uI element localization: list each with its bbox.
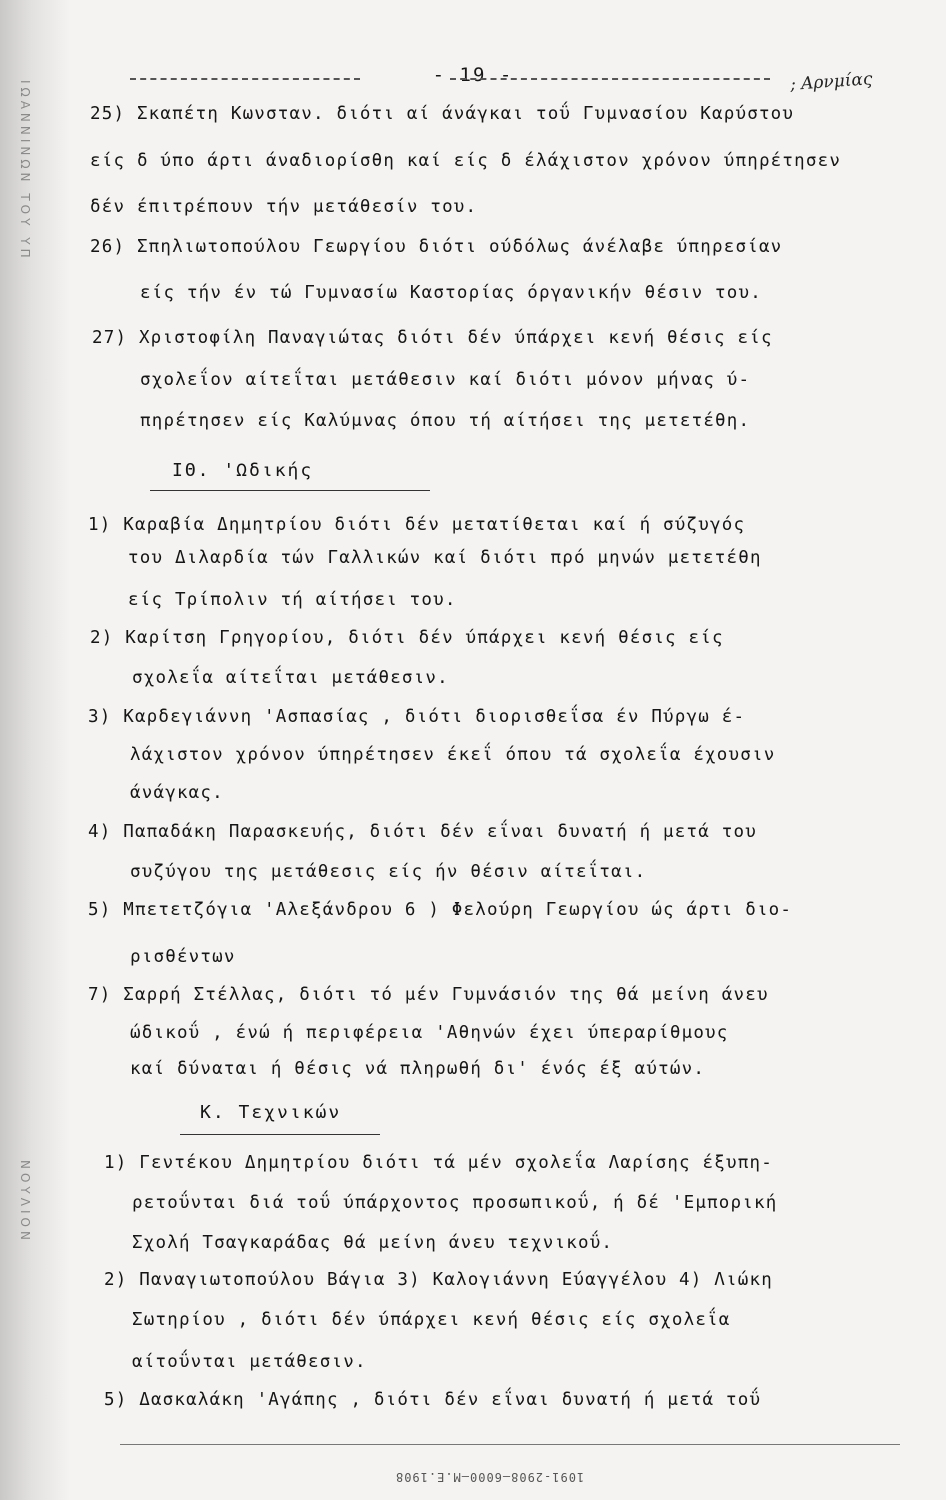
text-line: 7) Σαρρή Στέλλας, διότι τό μέν Γυμνάσιόν της θά μείνη άνευ — [88, 985, 769, 1005]
text-line: καί δύναται ή θέσις νά πληρωθή δι' ένός έξ αύτών. — [130, 1059, 706, 1079]
text-line: είς δ ύπο άρτι άναδιορίσθη καί είς δ έλάχιστον χρόνον ύπηρέτησεν — [90, 151, 842, 171]
header-dash-right — [450, 78, 770, 80]
text-line: Σωτηρίου , διότι δέν ύπάρχει κενή θέσις είς σχολεΐα — [132, 1310, 731, 1330]
spine-stamp-top: ΙΩΑΝΝΙΝΩΝ ΤΟΥ ΥΠ — [18, 80, 32, 262]
text-line: σχολεΐα αίτεΐται μετάθεσιν. — [132, 668, 449, 688]
text-line: 4) Παπαδάκη Παρασκευής, διότι δέν εΐναι δυνατή ή μετά του — [88, 822, 757, 842]
text-line: 5) Δασκαλάκη 'Αγάπης , διότι δέν εΐναι δυνατή ή μετά τοΰ — [104, 1390, 762, 1410]
text-line: πηρέτησεν είς Καλύμνας όπου τή αίτήσει της μετετέθη. — [140, 411, 751, 431]
section-rule — [180, 1134, 380, 1135]
text-line: ρισθέντων — [130, 947, 236, 967]
text-line: 3) Καρδεγιάννη 'Ασπασίας , διότι διορισθεΐσα έν Πύργω έ- — [88, 707, 746, 727]
spine-stamp-bottom: ΝΟΥΛΙΟΝ — [18, 1160, 32, 1244]
text-line: Σχολή Τσαγκαράδας θά μείνη άνευ τεχνικοΰ. — [132, 1233, 614, 1253]
section-heading: ΙΘ. 'Ωδικής — [172, 460, 314, 481]
text-line: 2) Καρίτση Γρηγορίου, διότι δέν ύπάρχει κενή θέσις είς — [90, 628, 724, 648]
text-line: αίτοΰνται μετάθεσιν. — [132, 1352, 367, 1372]
handwritten-annotation: ; Αρνμίας — [789, 69, 874, 95]
text-line: 1) Γεντέκου Δημητρίου διότι τά μέν σχολεΐα Λαρίσης έξυπη- — [104, 1153, 773, 1173]
text-line: 26) Σπηλιωτοπούλου Γεωργίου διότι ούδόλως άνέλαβε ύπηρεσίαν — [90, 237, 783, 257]
text-line: ρετοΰνται διά τοΰ ύπάρχοντος προσωπικοΰ, ή δέ 'Εμπορική — [132, 1193, 778, 1213]
text-line: σχολεΐον αίτεΐται μετάθεσιν καί διότι μόνον μήνας ύ- — [140, 370, 751, 390]
text-line: 1) Καραβία Δημητρίου διότι δέν μετατίθεται καί ή σύζυγός — [88, 515, 746, 535]
printer-imprint: 1091-2908—6000—Μ.Ε.1908 — [395, 1470, 585, 1484]
text-line: δέν έπιτρέπουν τήν μετάθεσίν του. — [90, 197, 478, 217]
binding-spine — [10, 40, 36, 1460]
section-rule — [150, 490, 430, 491]
text-line: είς τήν έν τώ Γυμνασίω Καστορίας όργανικήν θέσιν του. — [140, 283, 763, 303]
footer-rule — [120, 1444, 900, 1445]
text-line: 5) Μπετετζόγια 'Αλεξάνδρου 6 ) Φελούρη Γεωργίου ώς άρτι διο- — [88, 900, 793, 920]
text-line: 27) Χριστοφίλη Παναγιώτας διότι δέν ύπάρχει κενή θέσις είς — [92, 328, 773, 348]
text-line: λάχιστον χρόνον ύπηρέτησεν έκεΐ όπου τά σχολεΐα έχουσιν — [130, 745, 776, 765]
text-line: 2) Παναγιωτοπούλου Βάγια 3) Καλογιάννη Εύαγγέλου 4) Λιώκη — [104, 1270, 773, 1290]
section-heading: Κ. Τεχνικών — [200, 1102, 342, 1123]
text-line: του Διλαρδία τών Γαλλικών καί διότι πρό μηνών μετετέθη — [128, 548, 762, 568]
text-line: είς Τρίπολιν τή αίτήσει του. — [128, 590, 457, 610]
page-number: - 19 - — [432, 64, 514, 86]
text-line: ώδικοΰ , ένώ ή περιφέρεια 'Αθηνών έχει ύπεραρίθμους — [130, 1023, 729, 1043]
text-line: συζύγου της μετάθεσις είς ήν θέσιν αίτεΐται. — [130, 862, 647, 882]
text-line: άνάγκας. — [130, 783, 224, 803]
text-line: 25) Σκαπέτη Κωνσταν. διότι αί άνάγκαι τοΰ Γυμνασίου Καρύστου — [90, 104, 795, 124]
